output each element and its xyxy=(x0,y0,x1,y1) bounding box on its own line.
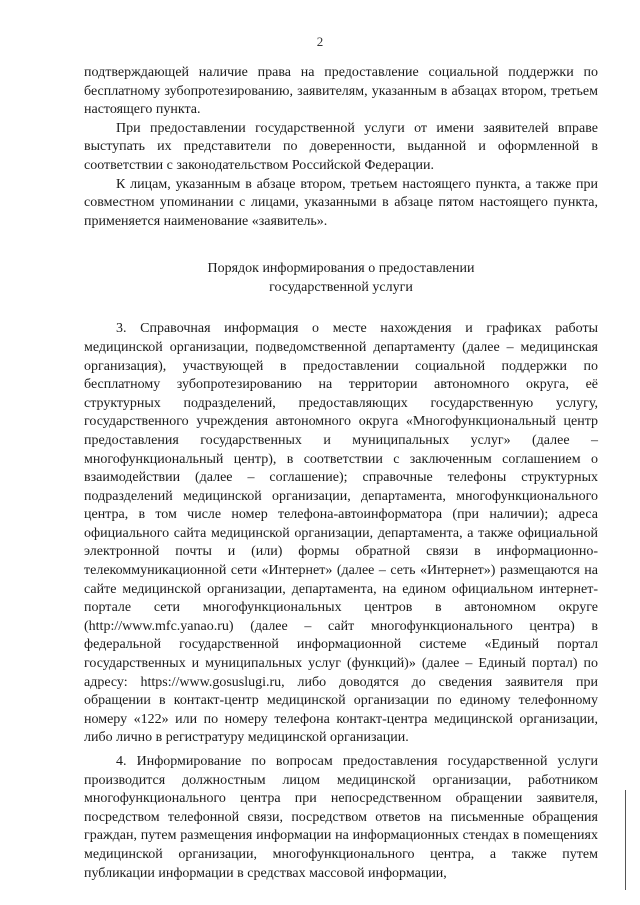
section-heading-line-2: государственной услуги xyxy=(269,280,413,296)
section-heading xyxy=(84,259,598,297)
section-heading-line-1: Порядок информирования о предоставлении xyxy=(207,261,475,277)
document-body xyxy=(84,64,598,883)
page-number: 2 xyxy=(316,34,324,49)
margin-line xyxy=(625,790,626,890)
clause-4: 4. Информирование по вопросам предоставления государственной услуги производится должностным лицом медицинской организации, работником многофункционального центра при непосредственном обращении заявителя, посредством телефонной связи, посредством ответов на письменные обращения граждан, путем размещения информации на информационных стендах в помещениях медицинской организации, многофункционального центра, а также путем публикации информации в средствах массовой информации, xyxy=(84,754,598,881)
paragraph-applicant-definition: К лицам, указанным в абзаце втором, третьем настоящего пункта, а также при совместном упоминании с лицами, указанными в абзаце пятом настоящего пункта, применяется наименование «заявитель». xyxy=(84,176,598,229)
paragraph-continuation: подтверждающей наличие права на предоставление социальной поддержки по бесплатному зубопротезированию, заявителям, указанным в абзацах втором, третьем настоящего пункта. xyxy=(84,65,598,118)
paragraph-representatives: При предоставлении государственной услуги от имени заявителей вправе выступать их представители по доверенности, выданной и оформленной в соответствии с законодательством Российской Федерации. xyxy=(84,120,598,173)
clause-3: 3. Справочная информация о месте нахождения и графиках работы медицинской организации, подведомственной департаменту (далее – медицинская организация), участвующей в предоставлении социальной поддержки по бесплатному зубопротезированию на территории автономного округа, её структурных подразделений, предоставляющих государственную услугу, государственного учреждения автономного округа «Многофункциональный центр предоставления государственных и муниципальных услуг» (далее – многофункциональный центр), в соответствии с заключенным соглашением о взаимодействии (далее – соглашение); справочные телефоны структурных подразделений медицинской организации, департамента, многофункционального центра, в том числе номер телефона-автоинформатора (при наличии); адреса официального сайта медицинской организации, департамента, а также официальной электронной почты и (или) формы обратной связи в информационно-телекоммуникационной сети «Интернет» (далее – сеть «Интернет») размещаются на сайте медицинской организации, департамента, на едином официальном интернет-портале сети многофункциональных центров в автономном округе (http://www.mfc.yanao.ru) (далее – сайт многофункционального центра) в федеральной государственной информационной системе «Единый портал государственных и муниципальных услуг (функций)» (далее – Единый портал) по адресу: https://www.gosuslugi.ru, либо доводятся до сведения заявителя при обращении в контакт-центр медицинской организации по единому телефонному номеру «122» или по номеру телефона контакт-центра медицинской организации, либо лично в регистратуру медицинской организации. xyxy=(84,321,598,746)
